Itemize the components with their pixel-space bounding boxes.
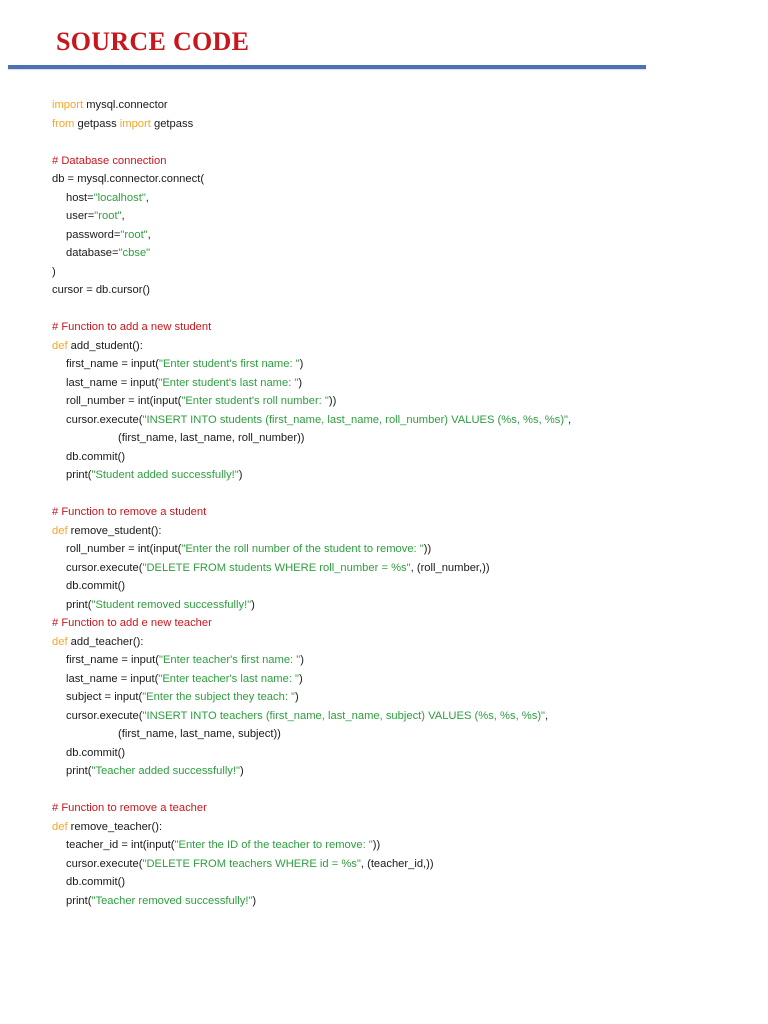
string-literal: "cbse" <box>118 247 151 259</box>
code-line <box>52 392 652 411</box>
code-text: ) <box>298 376 303 389</box>
code-text: ) <box>238 469 243 481</box>
code-text: cursor.execute( <box>66 561 143 574</box>
string-literal: "localhost" <box>93 191 146 204</box>
code-text: roll_number = int(input( <box>66 395 182 407</box>
code-line-import <box>52 96 652 115</box>
string-literal: "Enter the roll number of the student to remove: " <box>181 543 424 555</box>
code-line <box>52 355 652 374</box>
code-text: add_student(): <box>67 339 143 352</box>
keyword: import <box>119 117 151 130</box>
code-text: , (teacher_id,)) <box>360 857 434 870</box>
code-text: last_name = input( <box>66 376 159 389</box>
keyword: import <box>52 99 84 111</box>
blank-line <box>52 300 652 319</box>
keyword: def <box>52 635 68 648</box>
code-line: db.commit() <box>66 746 126 759</box>
string-literal: "Student removed successfully!" <box>91 598 252 611</box>
code-line: (first_name, last_name, subject)) <box>118 728 281 740</box>
code-text: last_name = input( <box>66 672 159 685</box>
string-literal: "Teacher added successfully!" <box>91 765 240 777</box>
code-text: cursor.execute( <box>66 709 143 722</box>
blank-line <box>52 781 652 800</box>
code-text: cursor.execute( <box>66 413 143 426</box>
code-text: first_name = input( <box>66 654 159 666</box>
code-text: user= <box>66 210 95 222</box>
code-text: add_teacher(): <box>67 635 144 648</box>
code-line: (first_name, last_name, roll_number)) <box>118 432 305 444</box>
code-text: , <box>121 210 125 222</box>
code-line <box>52 559 652 578</box>
code-comment: # Database connection <box>52 154 167 167</box>
code-line <box>52 892 652 911</box>
title-divider <box>8 65 646 69</box>
code-comment: # Function to remove a student <box>52 506 207 518</box>
string-literal: "root" <box>120 228 148 241</box>
string-literal: "Enter student's last name: " <box>158 376 299 389</box>
code-line-from-import <box>52 115 652 134</box>
code-comment: # Function to add e new teacher <box>52 617 212 629</box>
code-line <box>52 466 652 485</box>
string-literal: "DELETE FROM students WHERE roll_number = %s" <box>142 561 411 574</box>
page-title: SOURCE CODE <box>56 27 250 56</box>
string-literal: "INSERT INTO teachers (first_name, last_name, subject) VALUES (%s, %s, %s)" <box>142 709 546 722</box>
code-line: cursor = db.cursor() <box>52 284 150 296</box>
string-literal: "Enter the subject they teach: " <box>142 691 296 703</box>
code-line: db.commit() <box>66 876 126 888</box>
code-text: )) <box>328 395 337 407</box>
code-line <box>52 651 652 670</box>
code-line <box>52 762 652 781</box>
code-line: ) <box>52 265 56 278</box>
code-text: remove_student(): <box>67 524 162 537</box>
code-text: print( <box>66 469 92 481</box>
code-line <box>52 836 652 855</box>
code-line <box>52 855 652 874</box>
code-text: )) <box>372 839 381 851</box>
code-line: db.commit() <box>66 450 126 463</box>
code-line <box>52 707 652 726</box>
code-comment: # Function to remove a teacher <box>52 802 207 814</box>
code-text: database= <box>66 247 119 259</box>
code-line <box>52 189 652 208</box>
code-line-def <box>52 818 652 837</box>
string-literal: "Enter student's roll number: " <box>181 395 329 407</box>
code-line: db.commit() <box>66 580 126 592</box>
code-text: ) <box>251 598 255 611</box>
code-text: , (roll_number,)) <box>410 561 490 574</box>
code-line-def <box>52 522 652 541</box>
string-literal: "Teacher removed successfully!" <box>91 894 253 907</box>
string-literal: "Student added successfully!" <box>91 469 239 481</box>
string-literal: "INSERT INTO students (first_name, last_name, roll_number) VALUES (%s, %s, %s)" <box>142 413 569 426</box>
code-text: print( <box>66 894 92 907</box>
code-text: , <box>147 228 151 241</box>
code-text: ) <box>252 894 257 907</box>
string-literal: "root" <box>94 210 122 222</box>
code-listing <box>52 96 652 910</box>
code-text: ) <box>299 672 303 685</box>
code-text: , <box>545 709 549 722</box>
string-literal: "Enter student's first name: " <box>158 358 300 370</box>
code-text: mysql.connector <box>83 99 168 111</box>
blank-line <box>52 485 652 504</box>
code-line <box>52 226 652 245</box>
code-text: first_name = input( <box>66 358 159 370</box>
string-literal: "Enter teacher's first name: " <box>158 654 301 666</box>
code-text: , <box>568 413 572 426</box>
code-text: host= <box>66 191 94 204</box>
keyword: def <box>52 820 68 833</box>
code-text: ) <box>299 358 304 370</box>
code-text: getpass <box>150 117 194 130</box>
code-text: roll_number = int(input( <box>66 543 182 555</box>
code-text: teacher_id = int(input( <box>66 839 175 851</box>
code-comment: # Function to add a new student <box>52 321 212 333</box>
code-text: password= <box>66 228 121 241</box>
keyword: def <box>52 524 68 537</box>
code-line <box>52 244 652 263</box>
code-line <box>52 688 652 707</box>
code-text: ) <box>295 691 299 703</box>
code-text: subject = input( <box>66 691 143 703</box>
code-text: getpass <box>74 117 120 130</box>
code-line <box>52 670 652 689</box>
code-line-def <box>52 633 652 652</box>
string-literal: "Enter teacher's last name: " <box>158 672 300 685</box>
code-line <box>52 207 652 226</box>
code-text: print( <box>66 598 92 611</box>
code-text: )) <box>423 543 432 555</box>
code-text: ) <box>239 765 244 777</box>
string-literal: "DELETE FROM teachers WHERE id = %s" <box>142 857 361 870</box>
blank-line <box>52 133 652 152</box>
code-text: remove_teacher(): <box>67 820 163 833</box>
code-text: ) <box>300 654 304 666</box>
keyword: from <box>52 117 75 130</box>
code-line: db = mysql.connector.connect( <box>52 173 205 185</box>
code-text: , <box>145 191 149 204</box>
code-line <box>52 540 652 559</box>
code-text: print( <box>66 765 92 777</box>
code-line <box>52 596 652 615</box>
string-literal: "Enter the ID of the teacher to remove: " <box>174 839 373 851</box>
keyword: def <box>52 339 68 352</box>
code-line-def <box>52 337 652 356</box>
code-line <box>52 374 652 393</box>
code-line <box>52 411 652 430</box>
code-text: cursor.execute( <box>66 857 143 870</box>
